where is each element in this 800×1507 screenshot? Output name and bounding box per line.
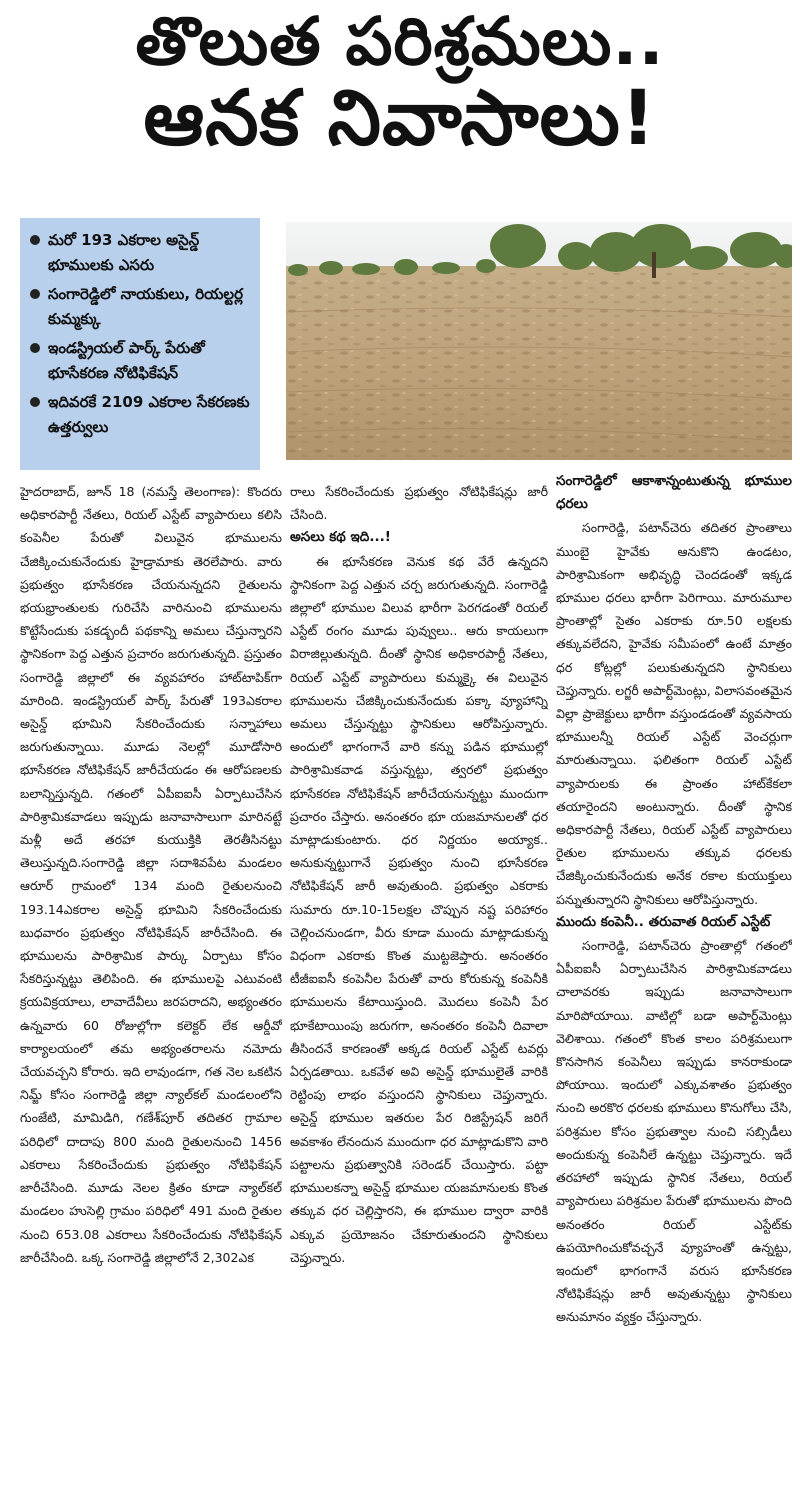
- highlight-item: [30, 336, 252, 386]
- headline-line-1: తొలుత పరిశ్రమలు..: [135, 3, 665, 80]
- landscape-image-icon: [286, 222, 792, 460]
- article-paragraph: రాలు సేకరించేందుకు ప్రభుత్వం నోటిఫికేషన్లు జారీ చేసింది.: [290, 484, 548, 523]
- article-column-2: [290, 480, 548, 1504]
- highlight-item: [30, 282, 252, 332]
- highlight-text: ఇదివరకే 2109 ఎకరాల సేకరణకు ఉత్తర్వులు: [48, 393, 250, 436]
- highlight-text: సంగారెడ్డిలో నాయకులు, రియల్టర్ల కుమ్మక్కు: [48, 285, 243, 328]
- article-paragraph: సంగారెడ్డి, పటాన్‌చెరు తదితర ప్రాంతాలు ముంబై హైవేకు ఆనుకొని ఉండటం, పారిశ్రామికంగా అభివృద్ధి చెందడంతో ఇక్కడ భూముల ధరలు భారీగా పెరిగాయి. మారుమూల ప్రాంతాల్లో సైతం ఎకరాకు రూ.50 లక్షలకు తక్కువలేదని, హైవేకు సమీపంలో ఉంటే మాత్రం ధర కోట్లల్లో పలుకుతున్నదని స్థానికులు చెప్తున్నారు. లగ్జరీ అపార్ట్‌మెంట్లు, విలాసవంతమైన విల్లా ప్రాజెక్టులు భారీగా వస్తుండడంతో వ్యవసాయ భూములన్నీ రియల్ ఎస్టేట్ వెంచర్లుగా మారుతున్నాయి. ఫలితంగా రియల్ ఎస్టేట్ వ్యాపారులకు ఈ ప్రాంతం హాట్‌కేకలా తయారైందని అంటున్నారు. దీంతో స్థానిక అధికారపార్టీ నేతలు, రియల్ ఎస్టేట్ వ్యాపారులు రైతుల భూములను తక్కువ ధరలకు చేజిక్కించుకునేందుకు అనేక రకాల కుయుక్తులు పన్నుతున్నారని స్థానికులు ఆరోపిస్తున్నారు.: [556, 520, 792, 907]
- highlight-text: ఇండస్ట్రియల్ పార్క్ పేరుతో భూసేకరణ నోటిఫికేషన్: [48, 339, 205, 382]
- dry-farmland-photo: [286, 222, 792, 460]
- article-column-3: [556, 470, 792, 1494]
- highlight-text: మరో 193 ఎకరాల అసైన్డ్ భూములకు ఎసరు: [48, 231, 200, 274]
- highlight-item: [30, 228, 252, 278]
- bullet-icon: [30, 397, 40, 407]
- subheading: అసలు కథ ఇది...!: [290, 529, 391, 546]
- bullet-icon: [30, 343, 40, 353]
- highlights-box: [20, 218, 260, 470]
- article-column-1: [20, 480, 282, 1504]
- bullet-icon: [30, 289, 40, 299]
- article-paragraph: హైదరాబాద్, జూన్ 18 (నమస్తే తెలంగాణ): కొందరు అధికారపార్టీ నేతలు, రియల్ ఎస్టేట్ వ్యాపారులు కలిసి కంపెనీల పేరుతో విలువైన భూములను చేజిక్కించుకునేందుకు హైడ్రామాకు తెరలేపారు. వారు ప్రభుత్వం భూసేకరణ చేయనున్నదని రైతులను భయభ్రాంతులకు గురిచేసి వారినుంచి భూములను కొట్టేసేందుకు పకడ్బందీ పథకాన్ని అమలు చేస్తున్నారని స్థానికంగా పెద్ద ఎత్తున ప్రచారం జరుగుతున్నది. ప్రస్తుతం సంగారెడ్డి జిల్లాలో ఈ వ్యవహారం హాట్‌టాపిక్‌గా మారింది. ఇండస్ట్రియల్ పార్క్ పేరుతో 193ఎకరాల అసైన్డ్ భూమిని సేకరించేందుకు సన్నాహాలు జరుగుతున్నాయి. మూడు నెలల్లో మూడోసారి భూసేకరణ నోటిఫికేషన్ జారీచేయడం ఈ ఆరోపణలకు బలాన్నిస్తున్నది. గతంలో ఏపీఐఐసీ ఏర్పాటుచేసిన పారిశ్రామికవాడలు ఇప్పుడు జనావాసాలుగా మారినట్టే మళ్లీ అదే తరహా కుయుక్తికి తెరతీసినట్టు తెలుస్తున్నది.సంగారెడ్డి జిల్లా సదాశివపేట మండలం ఆరూర్ గ్రామంలో 134 మంది రైతులనుంచి 193.14ఎకరాల అసైన్డ్ భూమిని సేకరించేందుకు బుధవారం ప్రభుత్వం నోటిఫికేషన్ జారీచేసింది. ఈ భూములను పారిశ్రామిక పార్కు ఏర్పాటు కోసం సేకరిస్తున్నట్టు తెలిపింది. ఈ భూములపై ఎటువంటి క్రయవిక్రయాలు, లావాదేవీలు జరపరాదని, అభ్యంతరం ఉన్నవారు 60 రోజుల్లోగా కలెక్టర్ లేక ఆర్డీవో కార్యాలయంలో తమ అభ్యంతరాలను నమోదు చేయవచ్చని కోరారు. ఇది లావుండగా, గత నెల ఒకటిన నిమ్జ్ కోసం సంగారెడ్డి జిల్లా న్యాల్‌కల్ మండలంలోని గుంజేటి, మామిడిగి, గణేశ్‌పూర్ తదితర గ్రామాల పరిధిలో దాదాపు 800 మంది రైతులనుంచి 1456 ఎకరాలు సేకరించేందుకు ప్రభుత్వం నోటిఫికేషన్ జారీచేసింది. మూడు నెలల క్రితం కూడా న్యాల్‌కల్ మండలం హుసెల్లి గ్రామం పరిధిలో 491 మంది రైతుల నుంచి 653.08 ఎకరాలు సేకరించేందుకు నోటిఫికేషన్ జారీచేసింది. ఒక్క సంగారెడ్డి జిల్లాలోనే 2,302ఎక: [20, 484, 282, 1265]
- headline: [0, 3, 800, 163]
- bullet-icon: [30, 235, 40, 245]
- subheading: సంగారెడ్డిలో ఆకాశాన్నంటుతున్న భూముల ధరలు: [556, 473, 792, 513]
- article-paragraph: ఈ భూసేకరణ వెనుక కథ వేరే ఉన్నదని స్థానికంగా పెద్ద ఎత్తున చర్చ జరుగుతున్నది. సంగారెడ్డి జిల్లాలో భూముల విలువ భారీగా పెరగడంతో రియల్ ఎస్టేట్ రంగం మూడు పువ్వులు.. ఆరు కాయలుగా విరాజిల్లుతున్నది. దీంతో స్థానిక అధికారపార్టీ నేతలు, రియల్ ఎస్టేట్ వ్యాపారులు కుమ్మక్కై ఈ విలువైన భూములను చేజిక్కించుకునేందుకు పక్కా వ్యూహాన్ని అమలు చేస్తున్నట్టు స్థానికులు ఆరోపిస్తున్నారు. అందులో భాగంగానే వారి కన్ను పడిన భూముల్లో పారిశ్రామికవాడ వస్తున్నట్టు, త్వరలో ప్రభుత్వం భూసేకరణ నోటిఫికేషన్ జారీచేయనున్నట్టు ముందుగా ప్రచారం చేస్తారు. అనంతరం భూ యజమానులతో ధర మాట్లాడుకుంటారు. ధర నిర్ణయం అయ్యాక.. అనుకున్నట్టుగానే ప్రభుత్వం నుంచి భూసేకరణ నోటిఫికేషన్ జారీ అవుతుంది. ప్రభుత్వం ఎకరాకు సుమారు రూ.10-15లక్షల చొప్పున నష్ట పరిహారం చెల్లించనుండగా, వీరు కూడా ముందు మాట్లాడుకున్న విధంగా ఎకరాకు కొంత ముట్టజెప్తారు. అనంతరం టీజీఐఐసీ కంపెనీల పేరుతో వారు కోరుకున్న కంపెనీకి భూములను కేటాయిస్తుంది. మొదలు కంపెనీ పేర భూకేటాయింపు జరుగగా, అనంతరం కంపెనీ దివాలా తీసిందనే కారణంతో అక్కడ రియల్ ఎస్టేట్ టవర్లు ఏర్పడతాయి. ఒకవేళ అవి అసైన్డ్ భూములైతే వారికి రెట్టింపు లాభం వస్తుందని స్థానికులు చెప్తున్నారు. అసైన్డ్ భూముల ఇతరుల పేర రిజిస్ట్రేషన్ జరిగే అవకాశం లేనందున ముందుగా ధర మాట్లాడుకొని వారి పట్టాలను ప్రభుత్వానికి సరెండర్ చేయిస్తారు. పట్టా భూములకన్నా అసైన్డ్ భూముల యజమానులకు కొంత తక్కువ ధర చెల్లిస్తారని, ఈ భూముల ద్వారా వారికి ఎక్కువ ప్రయోజనం చేకూరుతుందని స్థానికులు చెప్తున్నారు.: [290, 553, 548, 1265]
- subheading: ముందు కంపెనీ.. తరువాత రియల్ ఎస్టేట్: [556, 913, 771, 930]
- headline-line-2: ఆనక నివాసాలు!: [143, 73, 657, 163]
- article-paragraph: సంగారెడ్డి, పటాన్‌చెరు ప్రాంతాల్లో గతంలో ఏపీఐఐసీ ఏర్పాటుచేసిన పారిశ్రామికవాడలు చాలావరకు ఇప్పుడు జనావాసాలుగా మారిపోయాయి. వాటిల్లో బడా అపార్ట్‌మెంట్లు వెలిశాయి. గతంలో కొంత కాలం పరిశ్రమలుగా కొనసాగిన కంపెనీలు ఇప్పుడు కానరాకుండా పోయాయి. ఇందులో ఎక్కువశాతం ప్రభుత్వం నుంచి అరకొర ధరలకు భూములు కొనుగోలు చేసి, పరిశ్రమల కోసం ప్రభుత్వాల నుంచి సబ్సిడీలు అందుకున్న కంపెనీలే ఉన్నట్టు చెప్తున్నారు. ఇదే తరహాలో ఇప్పుడు స్థానిక నేతలు, రియల్ వ్యాపారులు పరిశ్రమల పేరుతో భూములను పొంది అనంతరం రియల్ ఎస్టేట్‌కు ఉపయోగించుకోవచ్చనే వ్యూహంతో ఉన్నట్టు, ఇందులో భాగంగానే వరుస భూసేకరణ నోటిఫికేషన్లు జారీ అవుతున్నట్టు స్థానికులు అనుమానం వ్యక్తం చేస్తున్నారు.: [556, 938, 792, 1325]
- highlight-item: [30, 390, 252, 440]
